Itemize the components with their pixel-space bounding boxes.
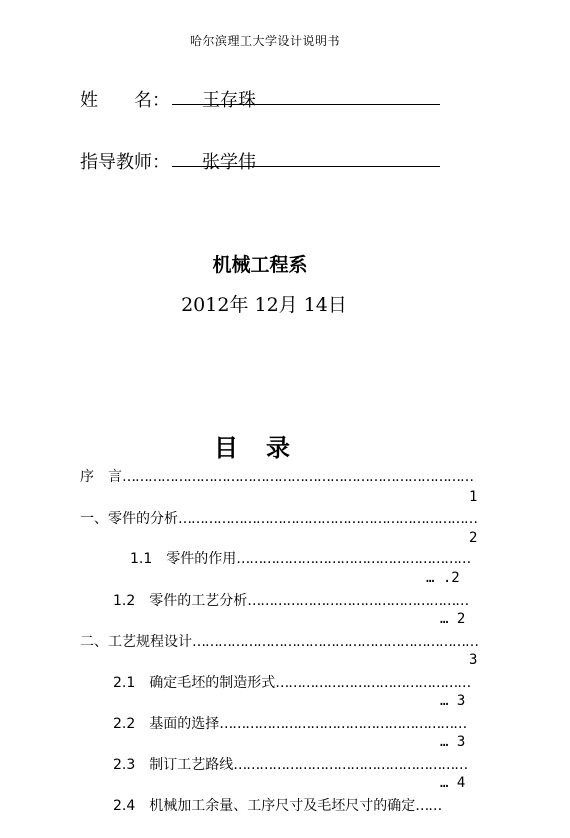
toc-entry-1-1[interactable] <box>130 548 470 568</box>
toc-entry-2-2[interactable] <box>113 713 466 733</box>
supervisor-label: 指导教师： <box>80 152 170 173</box>
toc-entry-section-2[interactable] <box>80 631 478 651</box>
document-header: 哈尔滨理工大学设计说明书 <box>190 34 341 48</box>
toc-entry-label: 1.2 零件的工艺分析 <box>113 593 248 609</box>
toc-leader-dots: ………………………………………………… <box>219 716 467 732</box>
toc-leader-dots: …… <box>415 798 442 814</box>
toc-leader-dots: ……………………………………………… <box>236 551 471 567</box>
toc-leader-dots: ……………………………………………………………………… <box>122 469 473 485</box>
toc-entry-label: 1.1 零件的作用 <box>130 551 237 567</box>
toc-entry-label: 2.3 制订工艺路线 <box>113 757 234 773</box>
student-name: 王存珠 <box>202 90 256 111</box>
toc-entry-2-1[interactable] <box>113 672 470 692</box>
toc-page-number: … 2 <box>440 611 466 627</box>
toc-leader-dots: ……………………………………… <box>275 675 471 691</box>
toc-leader-dots: ……………………………………………… <box>233 757 468 773</box>
toc-entry-label: 2.2 基面的选择 <box>113 716 220 732</box>
toc-page-number: 2 <box>469 530 478 546</box>
toc-leader-dots: …………………………………………… <box>247 593 469 609</box>
toc-page-number: 3 <box>469 652 478 668</box>
toc-entry-label: 序 言 <box>80 469 122 485</box>
toc-title: 目 录 <box>214 434 292 462</box>
toc-entry-label: 一、零件的分析 <box>80 511 178 527</box>
department: 机械工程系 <box>212 254 308 276</box>
toc-page-number: … 3 <box>440 734 466 750</box>
toc-entry-preface[interactable] <box>80 466 473 486</box>
name-label: 姓 名： <box>80 90 170 111</box>
toc-page-number: … 4 <box>440 775 466 791</box>
toc-entry-1-2[interactable] <box>113 590 468 610</box>
toc-leader-dots: ………………………………………………………… <box>192 634 478 650</box>
toc-entry-label: 二、工艺规程设计 <box>80 634 192 650</box>
toc-entry-section-1[interactable] <box>80 508 477 528</box>
toc-entry-label: 2.4 机械加工余量、工序尺寸及毛坯尺寸的确定 <box>113 798 416 814</box>
toc-entry-2-3[interactable] <box>113 754 467 774</box>
date: 2012年 12月 14日 <box>181 294 347 316</box>
toc-leader-dots: …………………………………………………………… <box>178 511 477 527</box>
toc-entry-2-4[interactable] <box>113 795 441 815</box>
toc-page-number: 1 <box>469 489 478 505</box>
toc-page-number: … 3 <box>440 693 466 709</box>
toc-page-number: … .2 <box>426 570 460 586</box>
supervisor-name: 张学伟 <box>202 152 256 173</box>
toc-entry-label: 2.1 确定毛坯的制造形式 <box>113 675 276 691</box>
